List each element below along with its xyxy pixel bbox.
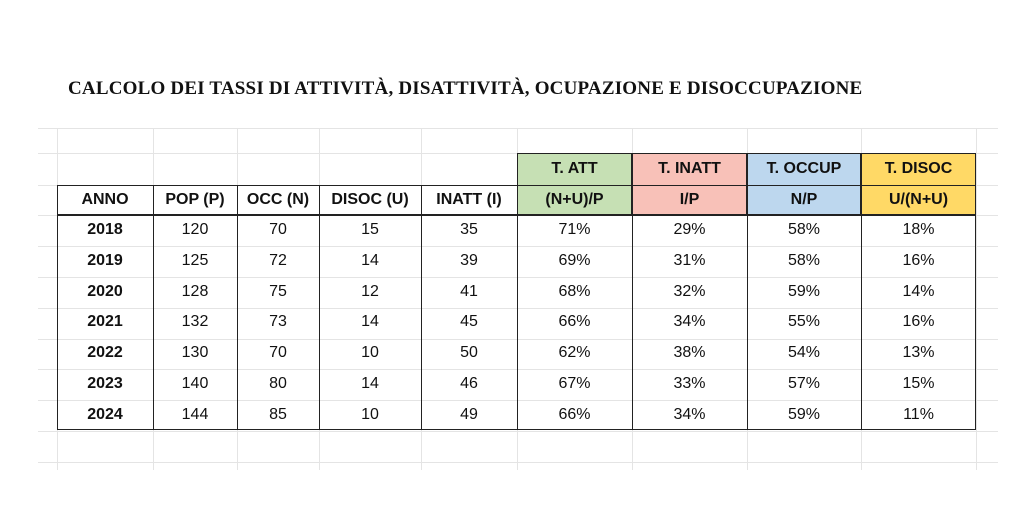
table-cell: 32% xyxy=(673,282,706,300)
rate-header-bottom: U/(N+U) xyxy=(888,191,949,208)
column-separator xyxy=(319,185,320,430)
gridline xyxy=(38,431,998,432)
column-separator xyxy=(153,185,154,430)
year-cell: 2019 xyxy=(87,252,123,270)
table-cell: 144 xyxy=(181,405,209,423)
table-cell: 10 xyxy=(361,405,379,423)
table-cell: 58% xyxy=(787,252,821,270)
column-separator xyxy=(517,153,518,430)
column-header: DISOC (U) xyxy=(331,191,409,208)
table-cell: 16% xyxy=(902,313,935,331)
table-cell: 15 xyxy=(361,221,379,239)
table-cell: 38% xyxy=(673,344,706,362)
table-cell: 75 xyxy=(269,282,287,300)
table-cell: 14% xyxy=(902,282,935,300)
table-cell: 58% xyxy=(787,221,821,239)
table-cell: 62% xyxy=(558,344,591,362)
table-cell: 68% xyxy=(558,282,591,300)
table-cell: 140 xyxy=(181,374,209,392)
table-cell: 15% xyxy=(902,374,935,392)
table-cell: 57% xyxy=(787,374,821,392)
table-cell: 80 xyxy=(269,374,287,392)
table-cell: 35 xyxy=(460,221,478,239)
year-cell: 2024 xyxy=(87,405,123,423)
gridline xyxy=(38,462,998,463)
table-cell: 14 xyxy=(361,374,379,392)
year-cell: 2020 xyxy=(87,282,123,300)
column-separator xyxy=(421,185,422,430)
table-cell: 70 xyxy=(269,344,287,362)
year-cell: 2018 xyxy=(87,221,123,239)
table-cell: 50 xyxy=(460,344,478,362)
table-cell: 14 xyxy=(361,252,379,270)
table-cell: 16% xyxy=(902,252,935,270)
table-cell: 34% xyxy=(673,313,706,331)
sheet-title: CALCOLO DEI TASSI DI ATTIVITÀ, DISATTIVITÀ, OCUPAZIONE E DISOCCUPAZIONE xyxy=(68,78,863,99)
table-cell: 128 xyxy=(181,282,209,300)
table-cell: 49 xyxy=(460,405,478,423)
table-cell: 39 xyxy=(460,252,478,270)
rate-header-top: T. DISOC xyxy=(884,160,953,177)
table-cell: 130 xyxy=(181,344,209,362)
rate-header-top: T. ATT xyxy=(551,160,598,177)
column-header: INATT (I) xyxy=(436,191,502,208)
column-header: ANNO xyxy=(81,191,129,208)
table-cell: 45 xyxy=(460,313,478,331)
table-cell: 125 xyxy=(181,252,209,270)
table-cell: 59% xyxy=(787,282,821,300)
table-cell: 71% xyxy=(558,221,591,239)
year-cell: 2023 xyxy=(87,374,123,392)
table-cell: 54% xyxy=(787,344,821,362)
rate-header-bottom: I/P xyxy=(679,191,700,208)
year-cell: 2021 xyxy=(87,313,123,331)
year-cell: 2022 xyxy=(87,344,123,362)
rate-header-top: T. INATT xyxy=(658,160,721,177)
table-cell: 85 xyxy=(269,405,287,423)
table-cell: 70 xyxy=(269,221,287,239)
gridline xyxy=(38,128,998,129)
table-cell: 12 xyxy=(361,282,379,300)
column-separator xyxy=(861,153,862,430)
column-separator xyxy=(632,153,633,430)
table-cell: 120 xyxy=(181,221,209,239)
table-cell: 72 xyxy=(269,252,287,270)
column-header: OCC (N) xyxy=(246,191,310,208)
column-separator xyxy=(237,185,238,430)
table-cell: 33% xyxy=(673,374,706,392)
table-cell: 31% xyxy=(673,252,706,270)
table-cell: 41 xyxy=(460,282,478,300)
table-cell: 73 xyxy=(269,313,287,331)
table-cell: 55% xyxy=(787,313,821,331)
table-cell: 66% xyxy=(558,405,591,423)
table-cell: 67% xyxy=(558,374,591,392)
rate-header-bottom: N/P xyxy=(790,191,818,208)
table-cell: 34% xyxy=(673,405,706,423)
table-cell: 46 xyxy=(460,374,478,392)
column-separator xyxy=(747,153,748,430)
table-cell: 29% xyxy=(673,221,706,239)
table-cell: 132 xyxy=(181,313,209,331)
column-header: POP (P) xyxy=(165,191,225,208)
table-cell: 14 xyxy=(361,313,379,331)
table-cell: 10 xyxy=(361,344,379,362)
table-cell: 18% xyxy=(902,221,935,239)
rate-header-bottom: (N+U)/P xyxy=(545,191,604,208)
table-cell: 11% xyxy=(903,405,934,423)
table-cell: 69% xyxy=(558,252,591,270)
table-cell: 66% xyxy=(558,313,591,331)
gridline xyxy=(976,128,977,470)
table-cell: 59% xyxy=(787,405,821,423)
rate-header-top: T. OCCUP xyxy=(766,160,842,177)
table-cell: 13% xyxy=(902,344,935,362)
